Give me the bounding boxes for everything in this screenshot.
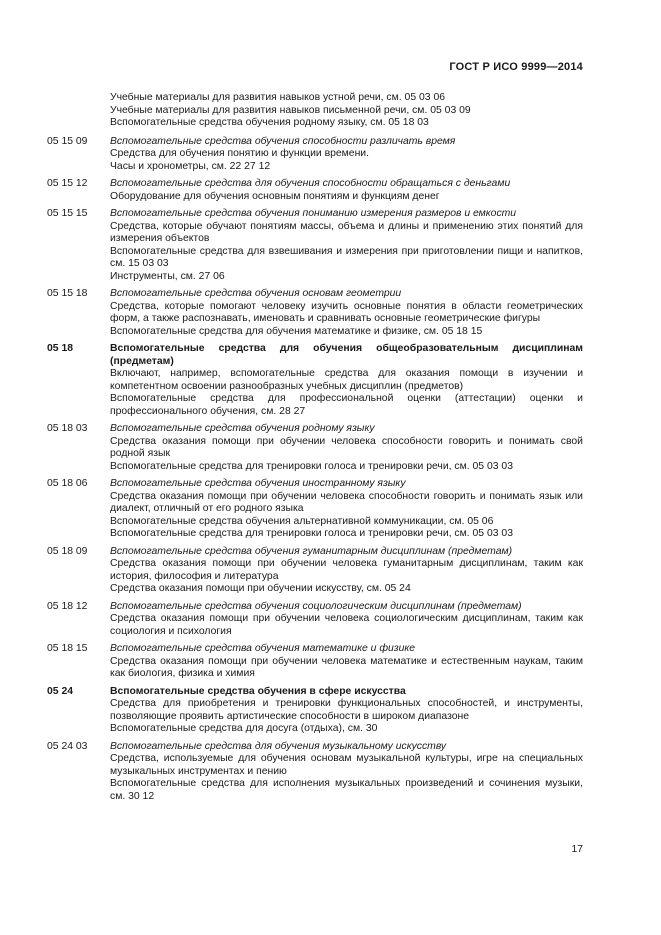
entry-code: 05 24 03 [47,740,88,752]
entry-title: Вспомогательные средства обучения иностранному языку [110,478,406,489]
entry-text: Вспомогательные средства для досуга (отдыха), см. 30 [110,723,378,734]
entry-title: Вспомогательные средства обучения социологическим дисциплинам (предметам) [110,600,522,612]
intro-line: Учебные материалы для развития навыков устной речи, см. 05 03 06 [110,92,445,103]
entry-title: Вспомогательные средства обучения математике и физике [110,643,416,654]
entry-body [110,686,583,736]
entry-text: Вспомогательные средства для тренировки голоса и тренировки речи, см. 05 03 03 [110,528,513,539]
classification-entry [47,643,583,681]
classification-entry [47,288,583,338]
entry-text: Вспомогательные средства для исполнения музыкальных произведений и сочинения музыки, см. 30 12 [110,778,583,802]
entry-title: Вспомогательные средства обучения в сфере искусства [110,685,406,697]
entry-code: 05 15 12 [47,178,88,189]
entry-body [110,741,583,804]
entry-body [110,178,583,203]
document-body [47,92,583,808]
entry-text: Вспомогательные средства обучения альтернативной коммуникации, см. 05 06 [110,515,494,527]
classification-entries [47,136,583,804]
entry-code: 05 18 06 [47,478,88,489]
entry-body [110,478,583,541]
entry-code: 05 15 09 [47,135,88,147]
entry-body [110,601,583,639]
classification-entry [47,208,583,283]
entry-title: Вспомогательные средства обучения способности различать время [110,135,456,147]
classification-entry [47,136,583,174]
entry-body [110,208,583,283]
entry-body [110,643,583,681]
classification-entry [47,343,583,418]
entry-text: Средства оказания помощи при обучении человека математике и естественным наукам, таким как биология, физика и химия [110,655,583,679]
entry-text: Средства оказания помощи при обучении человека гуманитарным дисциплинам, таким как история, философия и литература [110,558,583,582]
entry-code: 05 18 15 [47,643,88,654]
intro-block [47,92,583,130]
entry-title: Вспомогательные средства для обучения музыкальному искусству [110,740,447,752]
entry-text: Средства оказания помощи при обучении человека способности говорить и понимать язык или диалект, отличный от его родного языка [110,490,583,514]
entry-body [110,136,583,174]
entry-title: Вспомогательные средства обучения родному языку [110,423,375,434]
entry-title: Вспомогательные средства для обучения общеобразовательным дисциплинам (предметам) [110,343,583,367]
entry-text: Средства для приобретения и тренировки функциональных способностей, и инструменты, позволяющие проявить артистические способности в широком диапазоне [110,698,583,722]
classification-entry [47,478,583,541]
entry-text: Средства, используемые для обучения основам музыкальной культуры, игре на специальных музыкальных инструментах и пению [110,753,583,777]
entry-text: Инструменты, см. 27 06 [110,270,225,282]
entry-code: 05 15 18 [47,288,88,299]
classification-entry [47,601,583,639]
entry-text: Вспомогательные средства для профессиональной оценки (аттестации) оценки и профессионального обучения, см. 28 27 [110,393,583,417]
document-header: ГОСТ Р ИСО 9999—2014 [449,61,583,73]
entry-text: Средства оказания помощи при обучении человека социологическим дисциплинам, таким как социология и психология [110,613,583,637]
entry-text: Средства, которые обучают понятиям массы, объема и длины и применению этих понятий для измерения объектов [110,220,583,244]
entry-code: 05 18 [47,343,74,354]
entry-title: Вспомогательные средства обучения основам геометрии [110,288,402,299]
entry-body [110,288,583,338]
entry-text: Вспомогательные средства для обучения математике и физике, см. 05 18 15 [110,325,483,337]
entry-code: 05 24 [47,685,74,697]
entry-code: 05 18 12 [47,600,88,612]
entry-title: Вспомогательные средства для обучения способности обращаться с деньгами [110,178,511,189]
entry-body [110,423,583,473]
entry-text: Вспомогательные средства для взвешивания и измерения при приготовлении пищи и напитков, см. 15 03 03 [110,245,583,269]
entry-code: 05 18 09 [47,545,88,557]
entry-text: Средства оказания помощи при обучении человека способности говорить и понимать свой родной язык [110,435,583,459]
entry-text: Средства для обучения понятию и функции времени. [110,148,369,159]
entry-body [110,343,583,418]
intro-line: Вспомогательные средства обучения родному языку, см. 05 18 03 [110,117,429,128]
entry-body [110,546,583,596]
classification-entry [47,178,583,203]
classification-entry [47,686,583,736]
classification-entry [47,741,583,804]
entry-text: Вспомогательные средства для тренировки голоса и тренировки речи, см. 05 03 03 [110,460,513,472]
entry-code: 05 15 15 [47,208,88,219]
entry-text: Средства, которые помогают человеку изучить основные понятия в области геометрических форм, а также распознавать, именовать и сравнивать основные геометрические фигуры [110,300,583,324]
entry-text: Часы и хронометры, см. 22 27 12 [110,160,271,172]
entry-code: 05 18 03 [47,423,88,434]
entry-text: Средства оказания помощи при обучении искусству, см. 05 24 [110,583,411,594]
page-number: 17 [571,844,583,855]
classification-entry [47,423,583,473]
intro-line: Учебные материалы для развития навыков письменной речи, см. 05 03 09 [110,104,471,116]
entry-title: Вспомогательные средства обучения гуманитарным дисциплинам (предметам) [110,545,513,557]
classification-entry [47,546,583,596]
entry-text: Оборудование для обучения основным понятиям и функциям денег [110,190,440,202]
entry-text: Включают, например, вспомогательные средства для оказания помощи в изучении и компетентном освоении разнообразных учебных дисциплин (предметов) [110,368,583,392]
entry-title: Вспомогательные средства обучения пониманию измерения размеров и емкости [110,208,517,219]
